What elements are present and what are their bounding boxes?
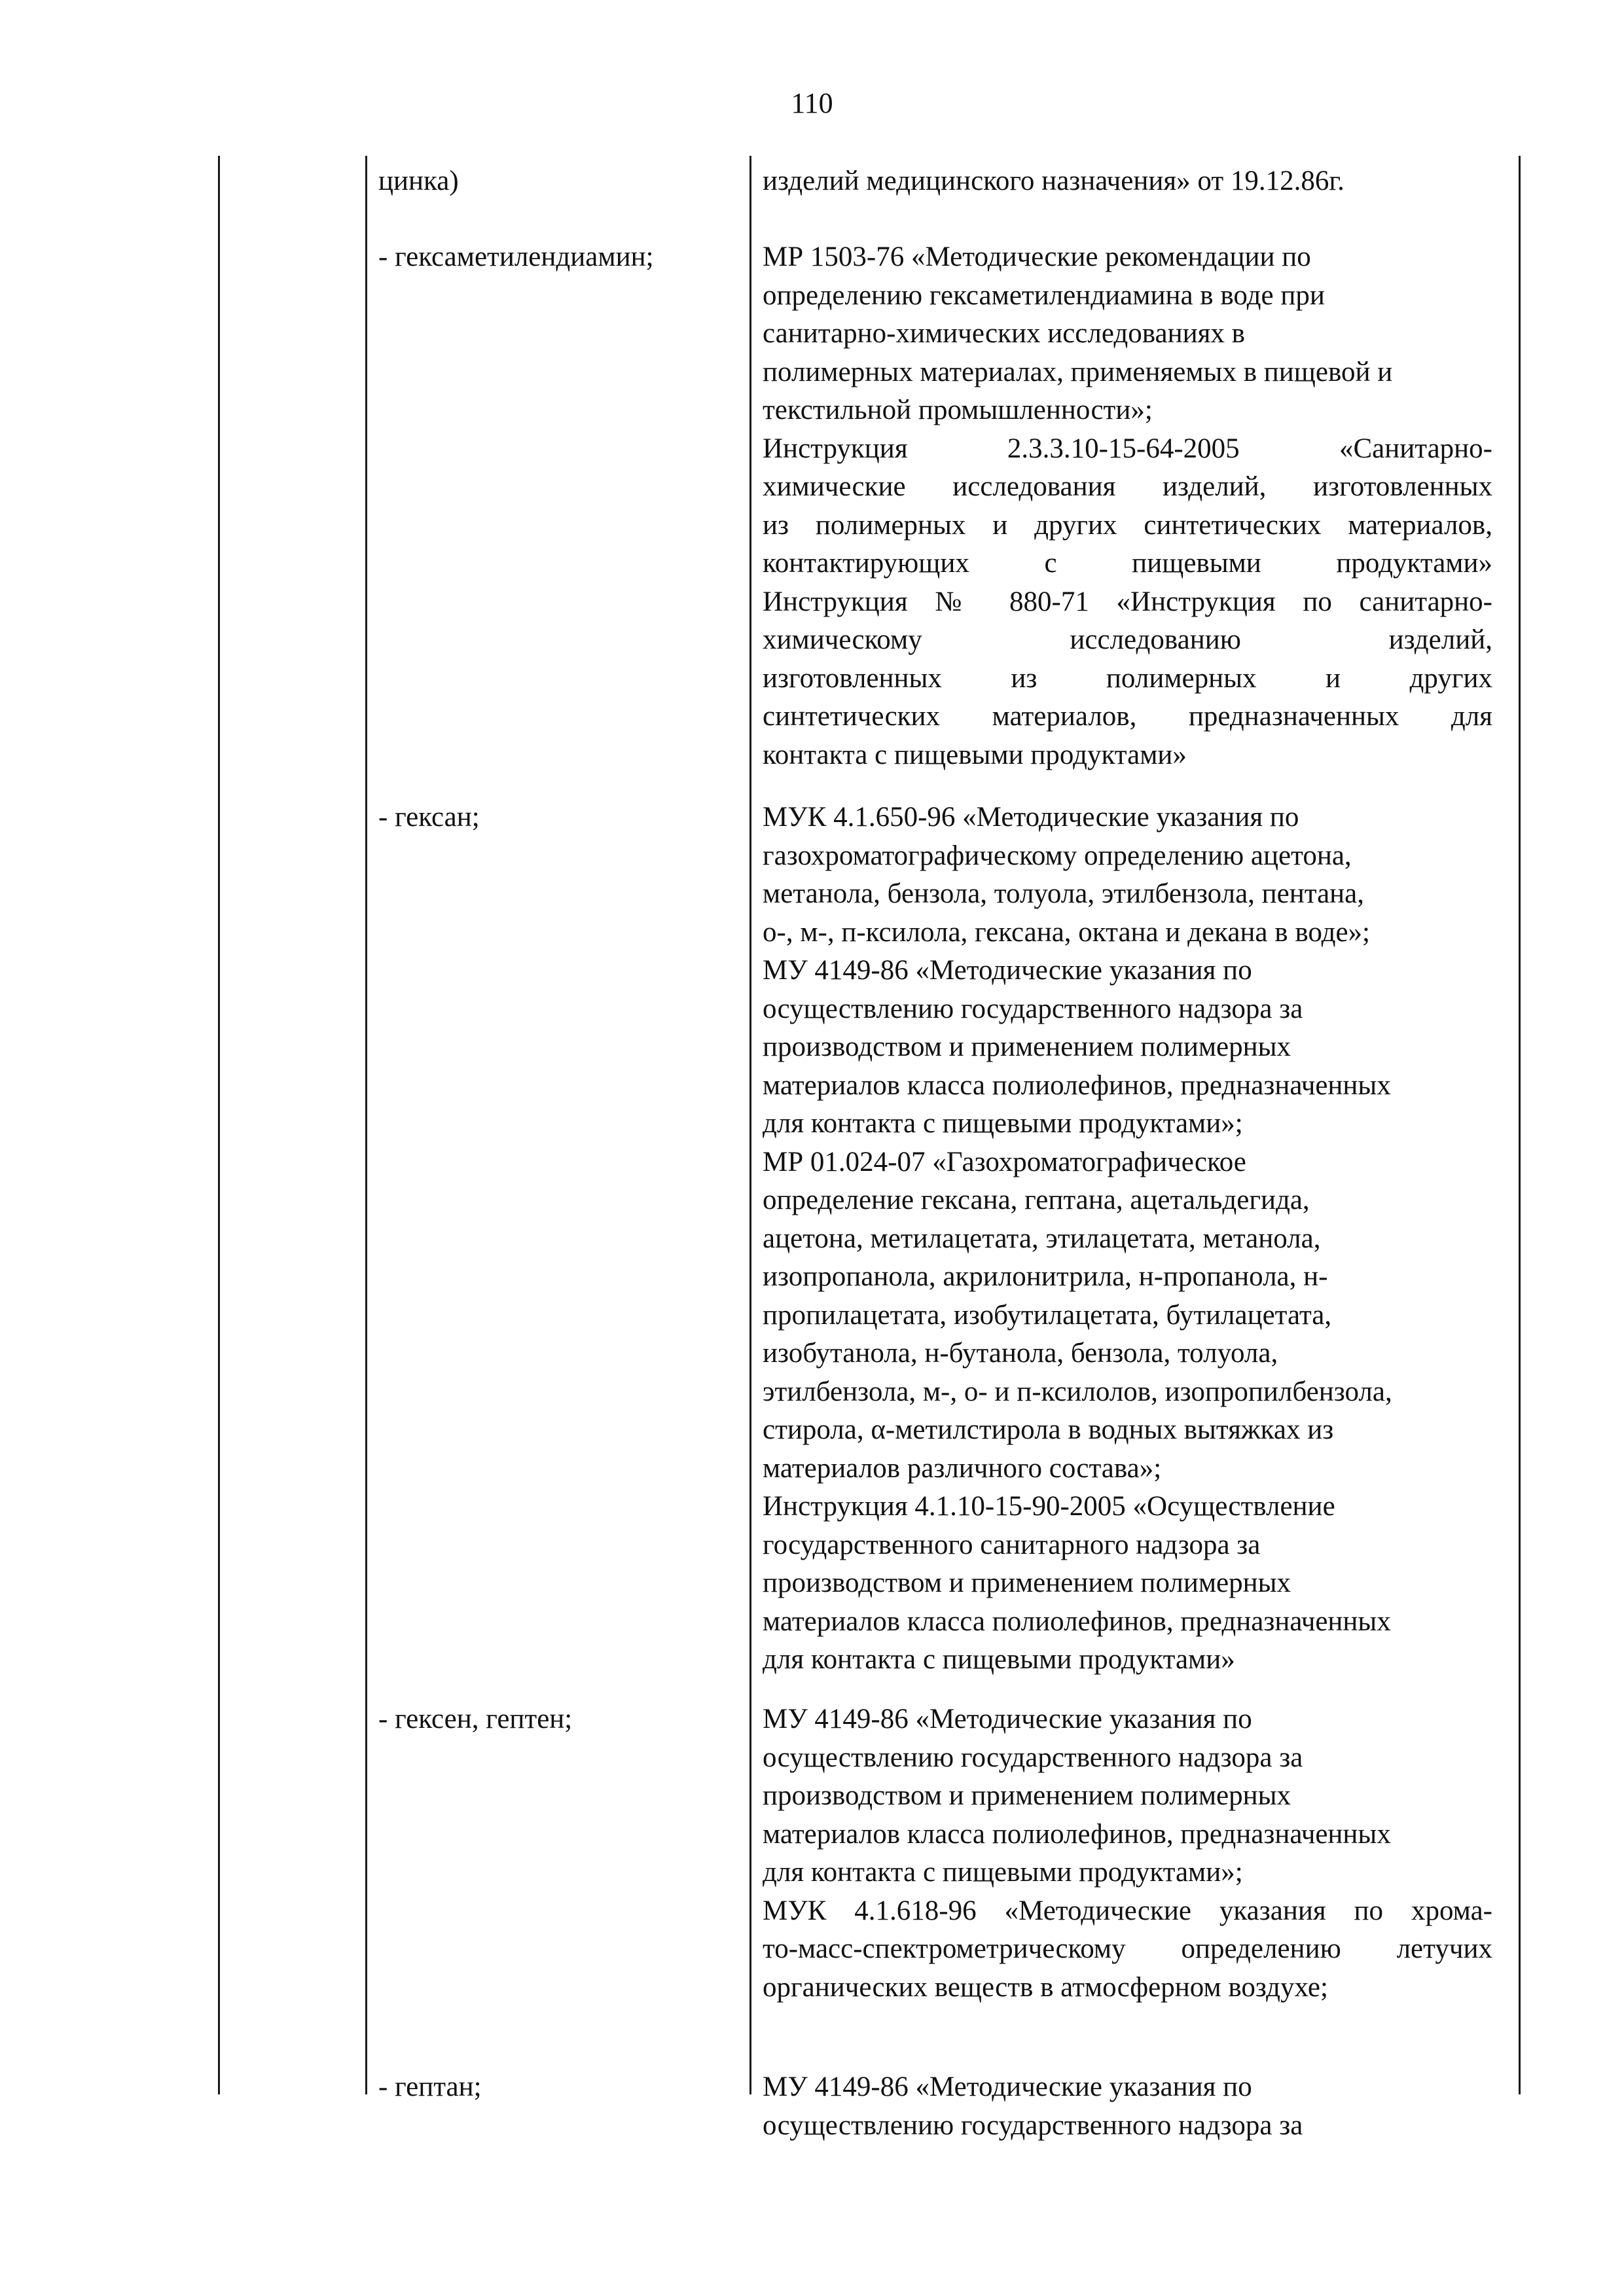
reference-line: химические исследования изделий, изготовленных <box>763 471 1492 502</box>
reference-line: Инструкция 4.1.10-15-90-2005 «Осуществление <box>763 1491 1335 1522</box>
reference-cell <box>763 238 1492 774</box>
reference-line: материалов класса полиолефинов, предназначенных <box>763 1818 1391 1850</box>
reference-line: МУ 4149-86 «Методические указания по <box>763 1704 1252 1734</box>
reference-line: МУ 4149-86 «Методические указания по <box>763 955 1252 986</box>
reference-line: газохроматографическому определению ацетона, <box>763 840 1352 871</box>
reference-line: пропилацетата, изобутилацетата, бутилацетата, <box>763 1299 1332 1331</box>
reference-line: изопропанола, акрилонитрила, н-пропанола, н- <box>763 1261 1328 1292</box>
reference-line: материалов класса полиолефинов, предназначенных <box>763 1069 1391 1101</box>
reference-line: для контакта с пищевыми продуктами»; <box>763 1108 1243 1139</box>
substance-cell: - гексаметилендиамин; <box>378 242 654 272</box>
reference-line: для контакта с пищевыми продуктами» <box>763 1644 1235 1675</box>
reference-line: контакта с пищевыми продуктами» <box>763 739 1187 770</box>
reference-cell <box>763 1700 1492 2007</box>
table-border-left <box>218 156 220 2094</box>
reference-line: материалов класса полиолефинов, предназначенных <box>763 1605 1391 1637</box>
reference-line: ацетона, метилацетата, этилацетата, метанола, <box>763 1223 1321 1254</box>
substance-cell: - гексен, гептен; <box>378 1704 573 1734</box>
reference-cell <box>763 2068 1492 2145</box>
page-number: 110 <box>791 87 833 119</box>
reference-line: контактирующих с пищевыми продуктами» <box>763 548 1492 579</box>
reference-line: о-, м-, п-ксилола, гексана, октана и декана в воде»; <box>763 916 1371 948</box>
reference-line: то-масс-спектрометрическому определению летучих <box>763 1933 1492 1964</box>
reference-line: синтетических материалов, предназначенных для <box>763 701 1492 732</box>
substance-cell: - гептан; <box>378 2072 482 2102</box>
reference-line: изготовленных из полимерных и других <box>763 662 1492 694</box>
reference-line: полимерных материалах, применяемых в пищевой и <box>763 356 1393 387</box>
reference-line: осуществлению государственного надзора за <box>763 2109 1303 2141</box>
reference-line: МУК 4.1.618-96 «Методические указания по хрома- <box>763 1895 1492 1926</box>
reference-line: органических веществ в атмосферном воздухе; <box>763 1971 1328 2003</box>
substance-cell: цинка) <box>378 166 459 196</box>
reference-cell <box>763 162 1492 201</box>
reference-line: Инструкция 2.3.3.10-15-64-2005 «Санитарно- <box>763 433 1492 464</box>
reference-line: изобутанола, н-бутанола, бензола, толуола, <box>763 1338 1278 1369</box>
reference-line: химическому исследованию изделий, <box>763 624 1492 655</box>
reference-line: изделий медицинского назначения» от 19.12.86г. <box>763 166 1344 196</box>
table-border-column-2 <box>749 156 751 2094</box>
reference-line: санитарно-химических исследованиях в <box>763 318 1245 349</box>
reference-line: МУ 4149-86 «Методические указания по <box>763 2072 1252 2102</box>
reference-line: производством и применением полимерных <box>763 1780 1291 1811</box>
reference-line: осуществлению государственного надзора за <box>763 1742 1303 1773</box>
table-border-right <box>1519 156 1521 2094</box>
reference-line: стирола, α-метилстирола в водных вытяжках из <box>763 1414 1334 1445</box>
reference-line: этилбензола, м-, о- и п-ксилолов, изопропилбензола, <box>763 1376 1392 1407</box>
reference-line: Инструкция № 880-71 «Инструкция по санитарно- <box>763 586 1492 617</box>
reference-line: производством и применением полимерных <box>763 1031 1291 1062</box>
reference-line: текстильной промышленности»; <box>763 395 1153 425</box>
reference-line: производством и применением полимерных <box>763 1568 1291 1598</box>
substance-cell: - гексан; <box>378 802 480 833</box>
table-border-column-1 <box>365 156 367 2094</box>
reference-line: МУК 4.1.650-96 «Методические указания по <box>763 802 1299 833</box>
reference-line: для контакта с пищевыми продуктами»; <box>763 1857 1243 1888</box>
reference-line: государственного санитарного надзора за <box>763 1529 1261 1560</box>
reference-line: материалов различного состава»; <box>763 1452 1162 1484</box>
reference-cell <box>763 798 1492 1679</box>
reference-line: осуществлению государственного надзора за <box>763 993 1303 1024</box>
reference-line: определению гексаметилендиамина в воде при <box>763 279 1325 311</box>
reference-line: метанола, бензола, толуола, этилбензола, пентана, <box>763 878 1365 909</box>
reference-line: МР 01.024-07 «Газохроматографическое <box>763 1146 1246 1177</box>
reference-line: МР 1503-76 «Методические рекомендации по <box>763 242 1311 272</box>
reference-line: определение гексана, гептана, ацетальдегида, <box>763 1185 1310 1215</box>
reference-line: из полимерных и других синтетических материалов, <box>763 509 1492 541</box>
